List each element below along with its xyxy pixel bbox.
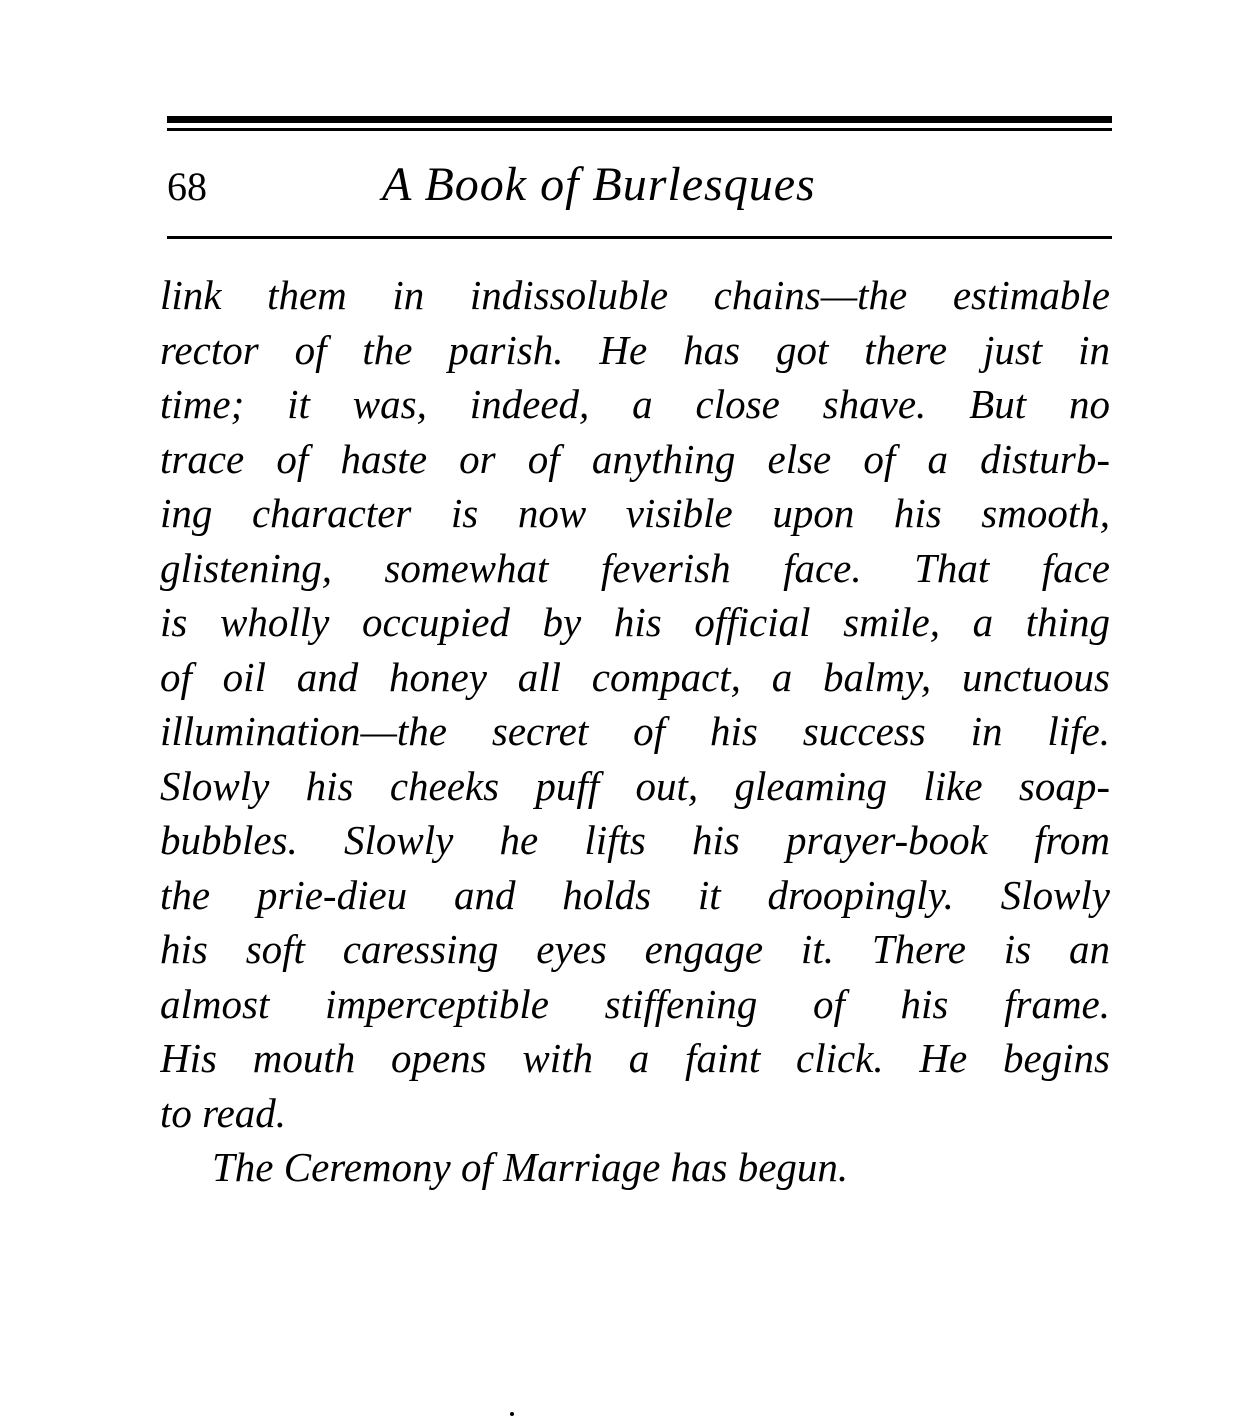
text-line: glistening, somewhat feverish face. That face bbox=[160, 544, 1110, 591]
header-rule bbox=[167, 236, 1112, 239]
text-line: rector of the parish. He has got there just in bbox=[160, 326, 1110, 373]
text-line: to read. bbox=[160, 1089, 287, 1136]
text-line: the prie-dieu and holds it droopingly. Slowly bbox=[160, 871, 1110, 918]
running-title: A Book of Burlesques bbox=[382, 158, 816, 211]
running-header bbox=[167, 155, 1112, 225]
text-line: almost imperceptible stiffening of his frame. bbox=[160, 980, 1110, 1027]
text-line: Slowly his cheeks puff out, gleaming like soap- bbox=[160, 762, 1110, 809]
ink-speck bbox=[510, 1412, 514, 1416]
top-thick-rule bbox=[167, 116, 1112, 123]
text-line: of oil and honey all compact, a balmy, unctuous bbox=[160, 653, 1110, 700]
text-line: link them in indissoluble chains—the estimable bbox=[160, 272, 1110, 318]
closing-line: The Ceremony of Marriage has begun. bbox=[212, 1144, 849, 1190]
text-line: time; it was, indeed, a close shave. But no bbox=[160, 381, 1110, 427]
text-line: bubbles. Slowly he lifts his prayer-book from bbox=[160, 817, 1110, 863]
text-line: trace of haste or of anything else of a disturb- bbox=[160, 435, 1110, 482]
body-text bbox=[160, 268, 1110, 1195]
top-thin-rule bbox=[167, 128, 1112, 131]
text-line: His mouth opens with a faint click. He begins bbox=[160, 1035, 1110, 1081]
text-line: ing character is now visible upon his smooth, bbox=[160, 490, 1110, 536]
text-line: is wholly occupied by his official smile, a thing bbox=[160, 599, 1110, 645]
text-line: his soft caressing eyes engage it. There is an bbox=[160, 926, 1110, 972]
text-line: illumination—the secret of his success in life. bbox=[160, 708, 1110, 754]
page-number: 68 bbox=[167, 164, 207, 209]
